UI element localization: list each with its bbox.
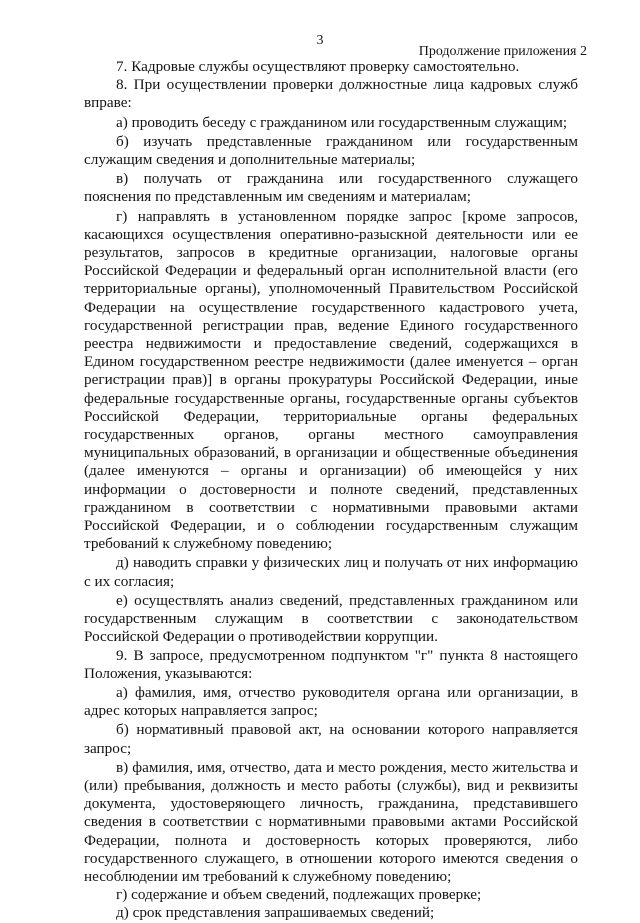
appendix-continuation-note: Продолжение приложения 2	[418, 44, 587, 59]
paragraph-9: 9. В запросе, предусмотренном подпунктом "г" пункта 8 настоящего Положения, указываются:	[84, 646, 578, 682]
paragraph-8v: в) получать от гражданина или государственного служащего пояснения по представленным им сведениям и материалам;	[84, 170, 578, 206]
document-body	[84, 58, 578, 923]
paragraph-7: 7. Кадровые службы осуществляют проверку самостоятельно.	[116, 58, 520, 75]
paragraph-8: 8. При осуществлении проверки должностные лица кадровых служб вправе:	[84, 76, 578, 112]
page-number: 3	[316, 33, 324, 48]
paragraph-9b: б) нормативный правовой акт, на основании которого направляется запрос;	[84, 721, 578, 757]
paragraph-9d: д) срок представления запрашиваемых сведений;	[116, 904, 435, 922]
paragraph-9v: в) фамилия, имя, отчество, дата и место рождения, место жительства и (или) пребывания, должность и место работы (службы), вид и реквизиты документа, удостоверяющего личность, гражданина, представившего сведения в соответствии с нормативными правовыми актами Российской Федерации, полнота и достоверность которых проверяются, либо государственного служащего, в отношении которого имеются сведения о несоблюдении им требований к служебному поведению;	[84, 758, 578, 885]
paragraph-8d: д) наводить справки у физических лиц и получать от них информацию с их согласия;	[84, 554, 578, 590]
paragraph-9a: а) фамилия, имя, отчество руководителя органа или организации, в адрес которых направляется запрос;	[84, 683, 578, 720]
paragraph-8b: б) изучать представленные гражданином или государственным служащим сведения и дополнительные материалы;	[84, 132, 578, 169]
paragraph-8a: а) проводить беседу с гражданином или государственным служащим;	[116, 113, 568, 131]
paragraph-8g: г) направлять в установленном порядке запрос [кроме запросов, касающихся осуществления оперативно-разыскной деятельности или ее результатов, запросов в кредитные организации, налоговые органы Российской Федерации и федеральный орган исполнительной власти (его территориальные органы), уполномоченный Правительством Российской Федерации на осуществление государственного кадастрового учета, государственной регистрации прав, ведение Единого государственного реестра недвижимости и предоставление сведений, содержащихся в Едином государственном реестре недвижимости (далее именуется – орган регистрации прав)] в органы прокуратуры Российской Федерации, иные федеральные государственные органы, государственные органы субъектов Российской Федерации, территориальные органы федеральных государственных органов, органы местного самоуправления муниципальных образований, в организации и общественные объединения (далее именуются – органы и организации) об имеющейся у них информации о достоверности и полноте сведений, представленных гражданином в соответствии с нормативными правовыми актами Российской Федерации, и о соблюдении государственным служащим требований к служебному поведению;	[84, 207, 578, 553]
paragraph-9g: г) содержание и объем сведений, подлежащих проверке;	[116, 886, 482, 904]
paragraph-8e: е) осуществлять анализ сведений, представленных гражданином или государственным служащим в соответствии с законодательством Российской Федерации о противодействии коррупции.	[84, 591, 578, 646]
